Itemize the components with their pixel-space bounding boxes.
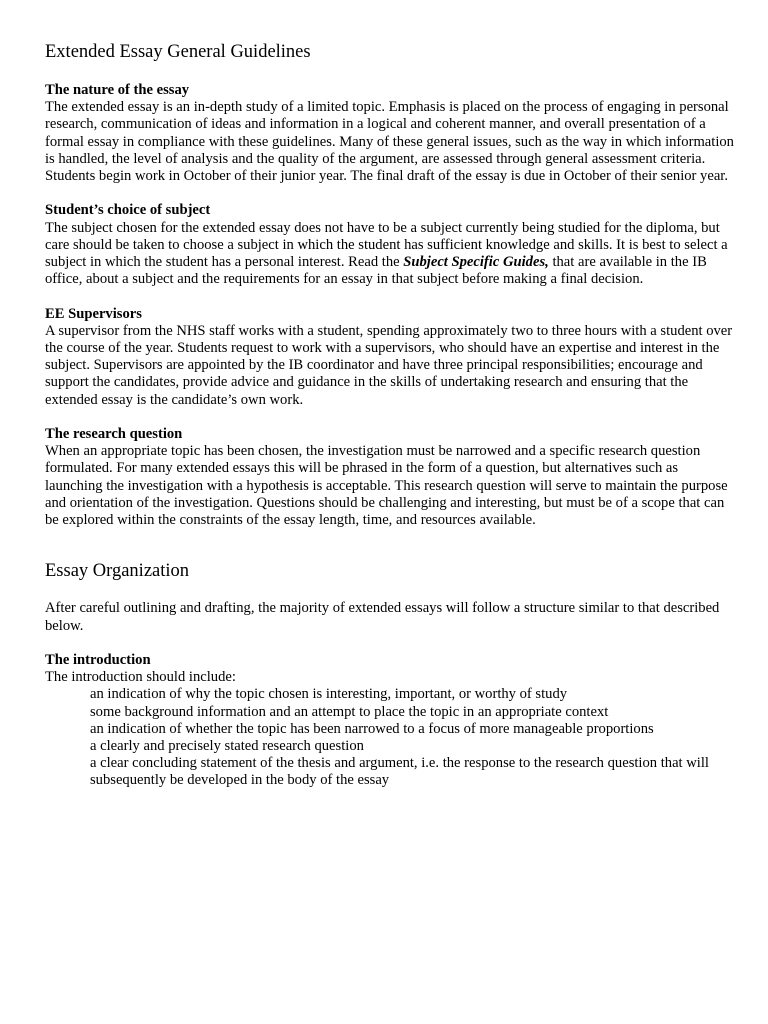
organization-intro: After careful outlining and drafting, the majority of extended essays will follow a structure similar to that described below. (45, 600, 720, 634)
list-item: a clear concluding statement of the thesis and argument, i.e. the response to the research question that will subsequently be developed in the body of the essay (90, 755, 709, 789)
section-body: The extended essay is an in-depth study of a limited topic. Emphasis is placed on the process of engaging in personal research, communication of ideas and information in a logical and coherent manner, and overall presentation of a formal essay in compliance with these guidelines. Many of these general issues, such as the way in which information is handled, the level of analysis and the quality of the argument, are assessed through general assessment criteria. Students begin work in October of their junior year. The final draft of the essay is due in October of their senior year. (45, 99, 734, 185)
section-heading: Student’s choice of subject (45, 202, 211, 219)
section-supervisors (45, 306, 735, 409)
organization-title: Essay Organization (45, 561, 190, 582)
body-text: that are available in the IB office, about a subject and the requirements for an essay in that subject before making a final decision. (45, 254, 707, 288)
body-text: The subject chosen for the extended essay does not have to be a subject currently being studied for the diploma, but care should be taken to choose a subject in which the student has sufficient knowledge and skills. It is best to select a subject in which the student has a personal interest. Read the (45, 219, 728, 271)
section-research (45, 426, 735, 529)
section-body: A supervisor from the NHS staff works with a student, spending approximately two to three hours with a student over the course of the year. Students request to work with a supervisors, who should have an expertise and interest in the subject. Supervisors are appointed by the IB coordinator and have three principal responsibilities; encourage and support the candidates, provide advice and guidance in the skills of undertaking research and ensuring that the extended essay is the candidate’s own work. (45, 322, 733, 408)
list-item: a clearly and precisely stated research question (90, 738, 364, 755)
introduction-lead: The introduction should include: (45, 669, 236, 686)
section-introduction (45, 652, 735, 790)
document-title: Extended Essay General Guidelines (45, 42, 311, 62)
list-item: an indication of whether the topic has been narrowed to a focus of more manageable proportions (90, 720, 654, 737)
section-heading: The nature of the essay (45, 82, 190, 98)
document-page (45, 40, 735, 790)
section-body (45, 220, 735, 289)
section-heading: EE Supervisors (45, 305, 142, 322)
list-item: some background information and an attempt to place the topic in an appropriate context (90, 703, 609, 720)
subject-guides-emphasis: Subject Specific Guides, (403, 254, 549, 271)
section-nature (45, 82, 735, 185)
section-body: When an appropriate topic has been chosen, the investigation must be narrowed and a specific research question formulated. For many extended essays this will be phrased in the form of a question, but alternatives such as launching the investigation with a hypothesis is acceptable. This research question will serve to maintain the purpose and orientation of the investigation. Questions should be challenging and interesting, but must be of a scope that can be explored within the constraints of the essay length, time, and resources available. (45, 443, 728, 529)
section-organization (45, 559, 735, 789)
section-choice (45, 202, 735, 288)
section-heading: The introduction (45, 652, 151, 669)
introduction-list (45, 686, 735, 789)
section-heading: The research question (45, 426, 183, 443)
list-item: an indication of why the topic chosen is interesting, important, or worthy of study (90, 686, 568, 703)
